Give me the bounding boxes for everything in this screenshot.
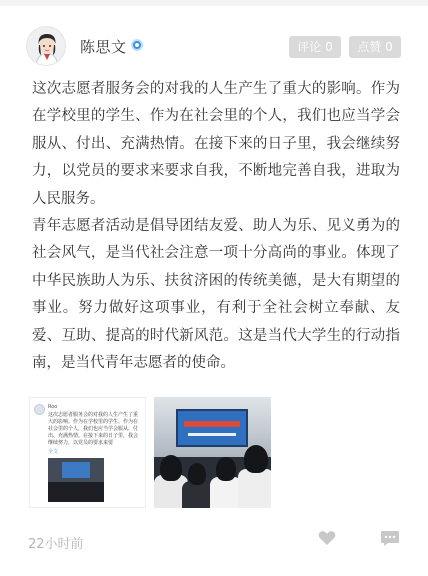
author-name[interactable]: 陈思文 bbox=[80, 38, 127, 56]
thumbnail-avatar bbox=[34, 404, 45, 415]
avatar-illustration bbox=[27, 27, 66, 66]
image-thumbnail-photo[interactable] bbox=[154, 397, 271, 508]
post-header bbox=[0, 26, 428, 70]
post-body bbox=[32, 76, 400, 377]
avatar[interactable] bbox=[26, 26, 66, 66]
heart-icon[interactable] bbox=[318, 530, 336, 546]
photo-projection-screen bbox=[176, 409, 248, 447]
post-timestamp: 22小时前 bbox=[28, 537, 84, 552]
thumbnail-more-link: 全文 bbox=[48, 449, 59, 455]
top-divider bbox=[0, 0, 428, 6]
verified-badge-icon bbox=[131, 39, 143, 51]
like-count-button[interactable]: 点赞 0 bbox=[349, 36, 401, 58]
comment-count-button[interactable]: 评论 0 bbox=[289, 36, 341, 58]
image-thumbnail-screenshot[interactable] bbox=[29, 397, 146, 508]
comment-icon[interactable] bbox=[380, 530, 400, 547]
thumbnail-author: Roo bbox=[48, 404, 58, 410]
post-paragraph-1: 这次志愿者服务会的对我的人生产生了重大的影响。作为在学校里的学生、作为在社会里的个人，我们也应当学会服从、付出、充满热情。在接下来的日子里，我会继续努力，以党员的要求来要求自我，不断地完善自我，进取为人民服务。 bbox=[32, 81, 400, 207]
thumbnail-inner-photo bbox=[48, 458, 104, 502]
thumbnail-text: 这次志愿者服务会的对我的人生产生了重大的影响。作为在学校里的学生、作为在社会里的个人，我们也应当学会服从、付出、充满热情。在接下来的日子里，我会继续努力，以党员的要求来要 bbox=[48, 412, 139, 446]
post-paragraph-2: 青年志愿者活动是倡导团结友爱、助人为乐、见义勇为的社会风气，是当代社会注意一项十分高尚的事业。体现了中华民族助人为乐、扶贫济困的传统美德，是大有期望的事业。努力做好这项事业，有利于全社会树立奉献、友爱、互助、提高的时代新风范。这是当代大学生的行动指南，是当代青年志愿者的使命。 bbox=[32, 218, 400, 372]
